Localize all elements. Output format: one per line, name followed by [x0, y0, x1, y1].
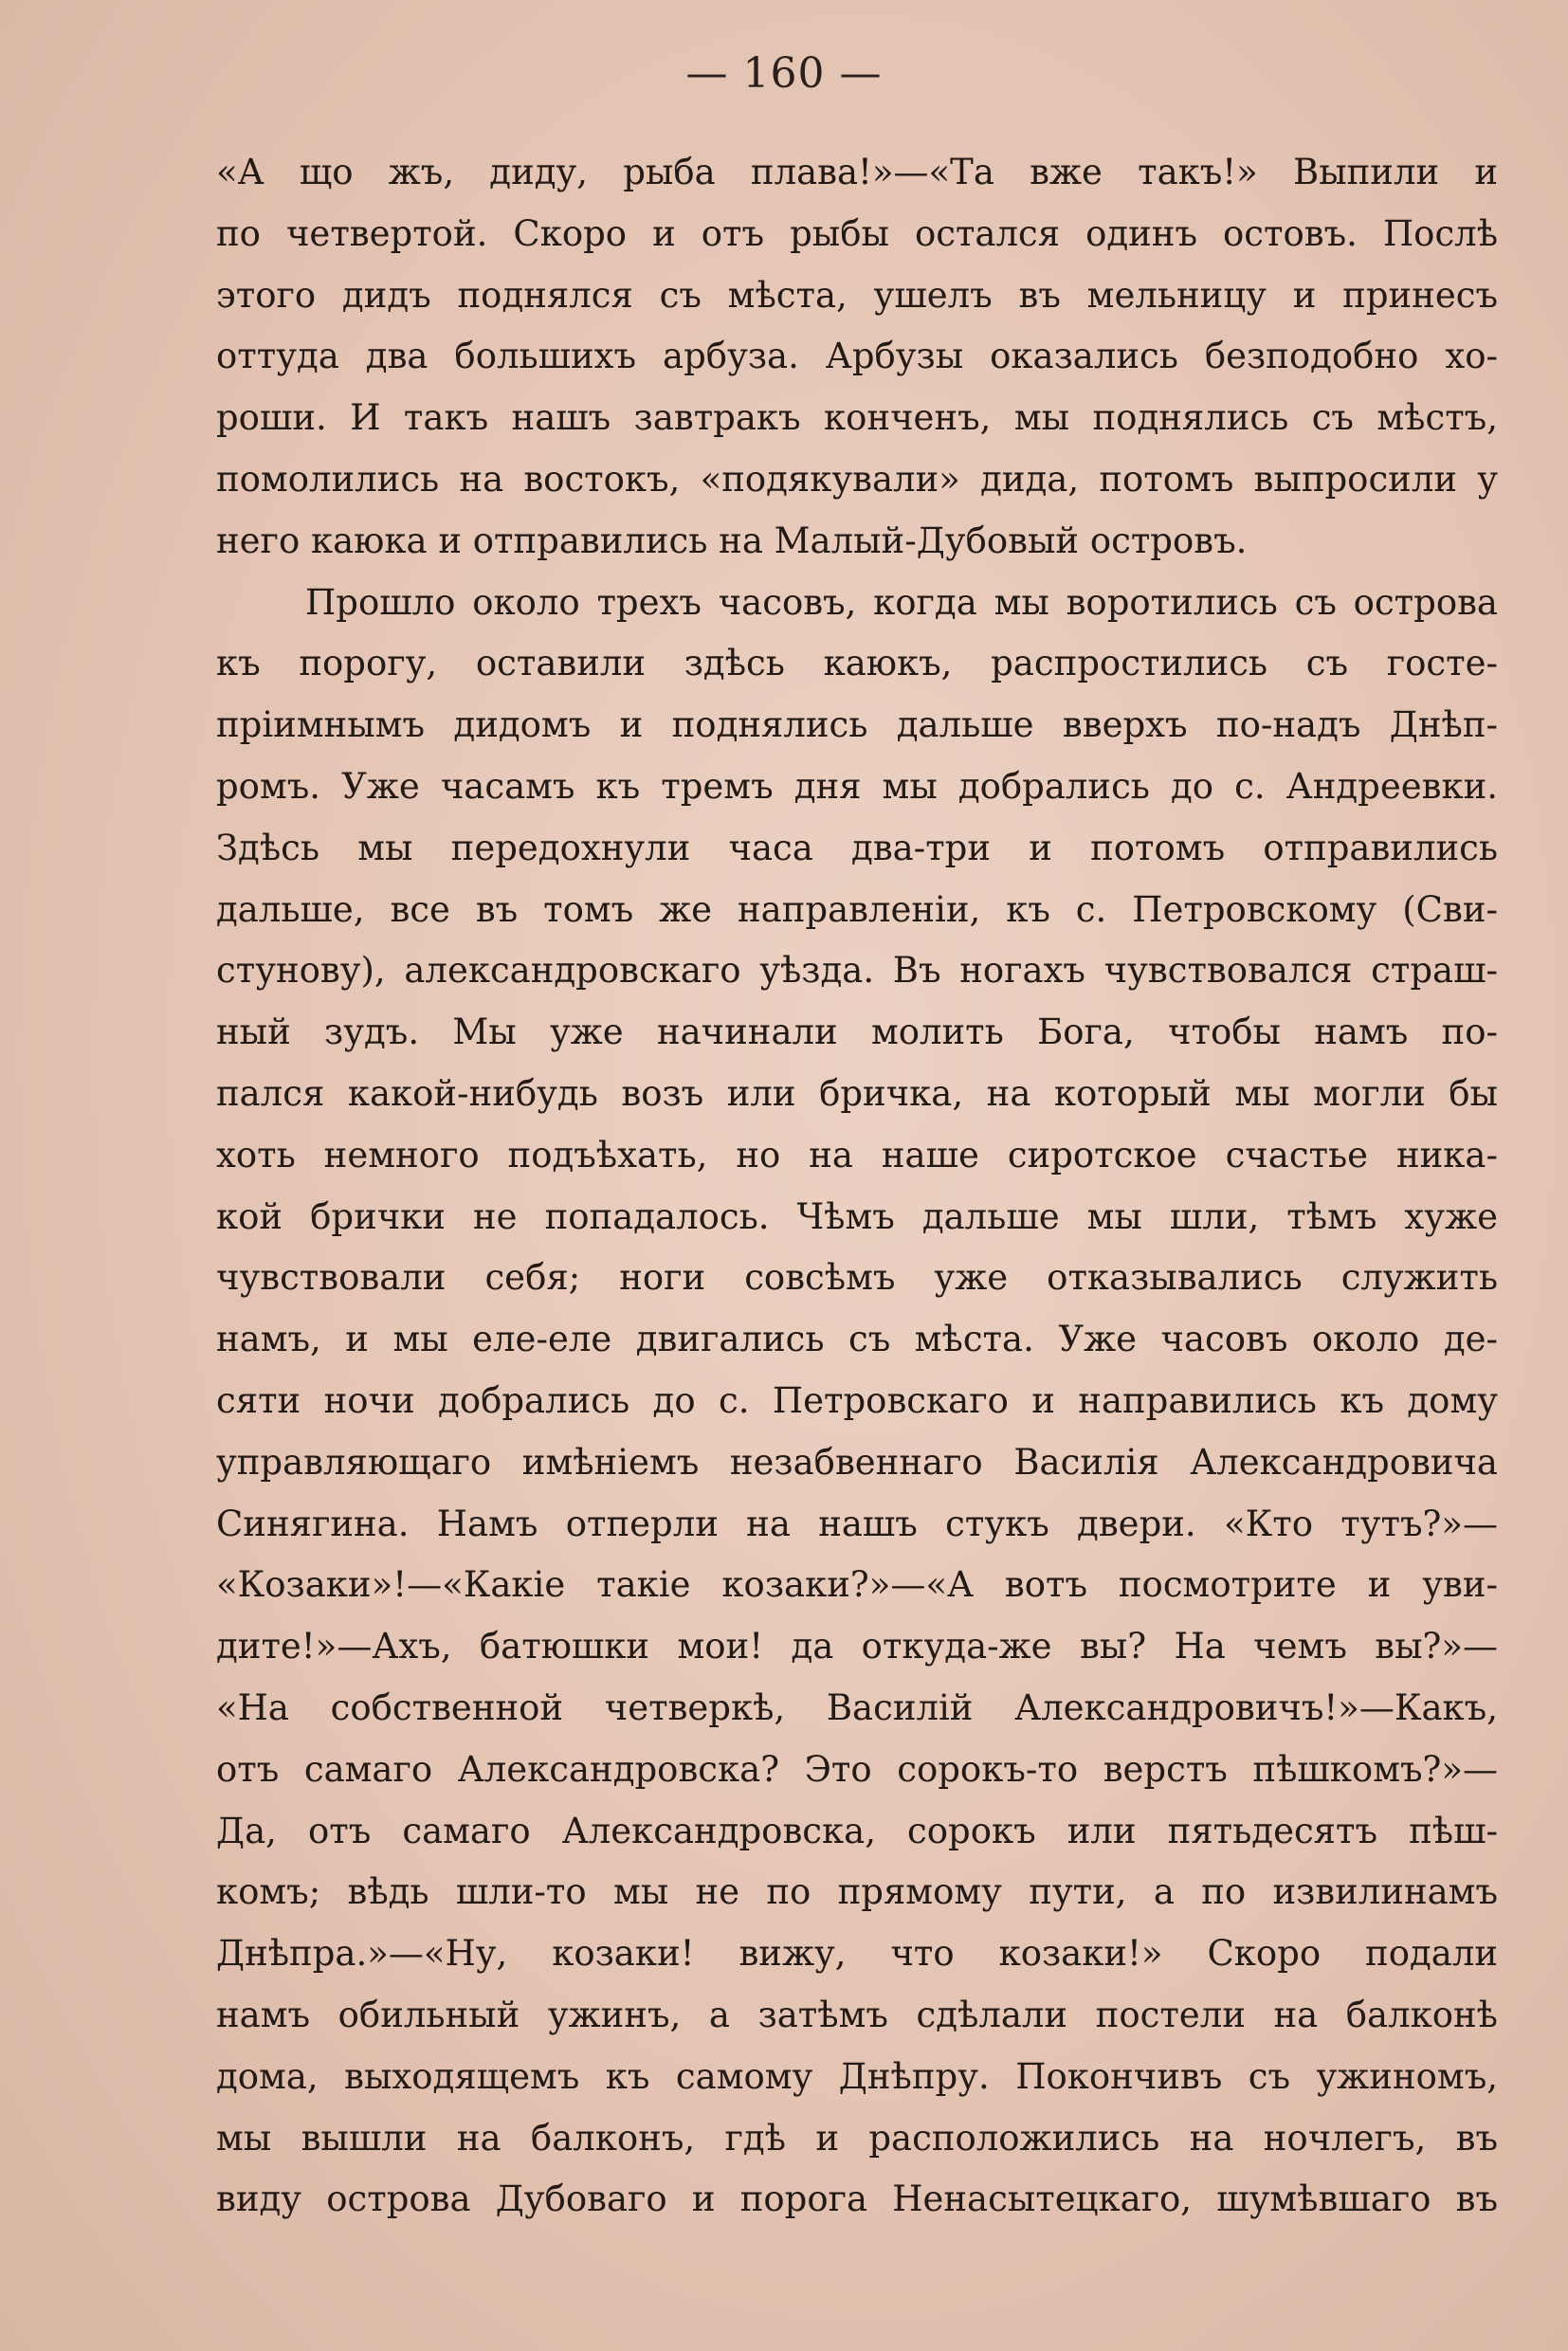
text-line: комъ; вѣдь шли-то мы не по прямому пути, а по извилинамъ — [216, 1871, 1498, 1913]
text-line: управляющаго имѣніемъ незабвеннаго Василія Александровича — [216, 1441, 1498, 1483]
text-line: Да, отъ самаго Александровска, сорокъ или пятьдесятъ пѣш- — [216, 1810, 1498, 1851]
text-line: «На собственной четверкѣ, Василій Александровичъ!»—Какъ, — [216, 1686, 1498, 1728]
text-line: ромъ. Уже часамъ къ тремъ дня мы добрались до с. Андреевки. — [216, 765, 1498, 807]
text-line: къ порогу, оставили здѣсь каюкъ, распростились съ госте- — [216, 643, 1498, 684]
text-line: Днѣпра.»—«Ну, козаки! вижу, что козаки!» Скоро подали — [216, 1933, 1498, 1975]
text-line: этого дидъ поднялся съ мѣста, ушелъ въ мельницу и принесъ — [216, 274, 1498, 316]
text-line: пался какой-нибудь возъ или бричка, на который мы могли бы — [216, 1072, 1498, 1114]
text-line: по четвертой. Скоро и отъ рыбы остался одинъ остовъ. Послѣ — [216, 212, 1498, 254]
text-line: отъ самаго Александровска? Это сорокъ-то верстъ пѣшкомъ?»— — [216, 1748, 1498, 1790]
text-line: пріимнымъ дидомъ и поднялись дальше вверхъ по-надъ Днѣп- — [216, 704, 1498, 746]
text-line: дальше, все въ томъ же направленіи, къ с. Петровскому (Сви- — [216, 888, 1498, 930]
text-line: намъ обильный ужинъ, а затѣмъ сдѣлали постели на балконѣ — [216, 1994, 1498, 2035]
text-line: дома, выходящемъ къ самому Днѣпру. Покончивъ съ ужиномъ, — [216, 2055, 1498, 2097]
text-line: чувствовали себя; ноги совсѣмъ уже отказывались служить — [216, 1257, 1498, 1299]
text-line: оттуда два большихъ арбуза. Арбузы оказались безподобно хо- — [216, 336, 1498, 377]
body-text — [216, 142, 1498, 2231]
text-line: ный зудъ. Мы уже начинали молить Бога, чтобы намъ по- — [216, 1011, 1498, 1053]
text-line: кой брички не попадалось. Чѣмъ дальше мы шли, тѣмъ хуже — [216, 1195, 1498, 1237]
text-line: мы вышли на балконъ, гдѣ и расположились на ночлегъ, въ — [216, 2117, 1498, 2159]
text-line: Здѣсь мы передохнули часа два-три и потомъ отправились — [216, 827, 1498, 868]
text-line: виду острова Дубоваго и порога Ненасытецкаго, шумѣвшаго въ — [216, 2178, 1498, 2220]
text-line: него каюка и отправились на Малый-Дубовый островъ. — [216, 519, 1248, 561]
text-line: роши. И такъ нашъ завтракъ конченъ, мы поднялись съ мѣстъ, — [216, 397, 1498, 439]
text-line: Прошло около трехъ часовъ, когда мы воротились съ острова — [305, 581, 1498, 623]
text-line: «А що жъ, диду, рыба плава!»—«Та вже такъ!» Выпили и — [216, 152, 1498, 192]
text-line: хоть немного подъѣхать, но на наше сиротское счастье ника- — [216, 1134, 1498, 1176]
text-line: помолились на востокъ, «подякували» дида, потомъ выпросили у — [216, 458, 1498, 500]
text-line: Синягина. Намъ отперли на нашъ стукъ двери. «Кто тутъ?»— — [216, 1503, 1498, 1544]
text-line: сяти ночи добрались до с. Петровскаго и направились къ дому — [216, 1379, 1498, 1421]
text-line: дите!»—Ахъ, батюшки мои! да откуда-же вы? На чемъ вы?»— — [216, 1626, 1498, 1668]
text-line: стунову), александровскаго уѣзда. Въ ногахъ чувствовался страш- — [216, 950, 1498, 992]
page-number: — 160 — — [685, 49, 883, 98]
text-line: намъ, и мы еле-еле двигались съ мѣста. Уже часовъ около де- — [216, 1319, 1498, 1360]
text-line: «Козаки»!—«Какіе такіе козаки?»—«А вотъ посмотрите и уви- — [216, 1564, 1498, 1606]
